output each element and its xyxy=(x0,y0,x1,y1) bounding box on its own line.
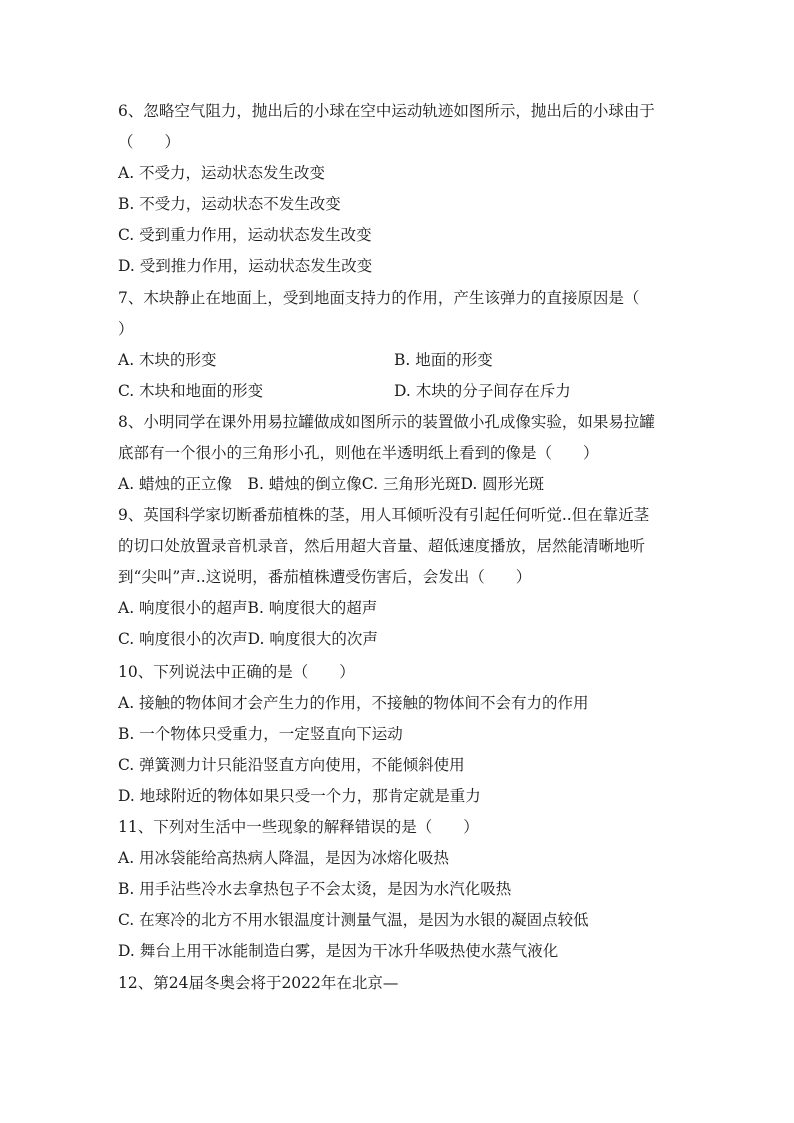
question-stem-line: 8、小明同学在课外用易拉罐做成如图所示的装置做小孔成像实验，如果易拉罐 xyxy=(118,413,655,431)
option-d: D. 地球附近的物体如果只受一个力，那肯定就是重力 xyxy=(118,787,481,805)
options-line: A. 蜡烛的正立像 B. 蜡烛的倒立像C. 三角形光斑D. 圆形光斑 xyxy=(118,475,545,493)
option-c: C. 木块和地面的形变 xyxy=(118,382,264,400)
option-a: A. 用冰袋能给高热病人降温，是因为冰熔化吸热 xyxy=(118,849,450,867)
question-8 xyxy=(118,407,678,500)
question-stem-line: 7、木块静止在地面上，受到地面支持力的作用，产生该弹力的直接原因是（ xyxy=(118,289,640,307)
question-stem-line: 12、第24届冬奥会将于2022年在北京— xyxy=(118,974,399,992)
option-row xyxy=(118,376,678,407)
question-stem-line: 6、忽略空气阻力，抛出后的小球在空中运动轨迹如图所示，抛出后的小球由于 xyxy=(118,102,655,120)
option-b: B. 地面的形变 xyxy=(394,351,493,369)
answer-blank: （ ） xyxy=(118,133,181,151)
option-a: A. 不受力，运动状态发生改变 xyxy=(118,164,326,182)
option-b: B. 不受力，运动状态不发生改变 xyxy=(118,195,341,213)
option-a: A. 木块的形变 xyxy=(118,351,217,369)
option-b: B. 一个物体只受重力，一定竖直向下运动 xyxy=(118,725,403,743)
answer-blank: ） xyxy=(118,320,134,338)
option-d: D. 舞台上用干冰能制造白雾，是因为干冰升华吸热使水蒸气液化 xyxy=(118,942,559,960)
option-c: C. 弹簧测力计只能沿竖直方向使用，不能倾斜使用 xyxy=(118,756,465,774)
option-a: A. 接触的物体间才会产生力的作用，不接触的物体间不会有力的作用 xyxy=(118,694,589,712)
options-line: A. 响度很小的超声B. 响度很大的超声 xyxy=(118,599,378,617)
question-stem-line: 到“尖叫”声..这说明，番茄植株遭受伤害后，会发出（ ） xyxy=(118,568,532,586)
options-line: C. 响度很小的次声D. 响度很大的次声 xyxy=(118,630,378,648)
question-11 xyxy=(118,812,678,967)
option-row xyxy=(118,345,678,376)
question-stem-line: 9、英国科学家切断番茄植株的茎，用人耳倾听没有引起任何听觉..但在靠近茎 xyxy=(118,506,650,524)
question-10 xyxy=(118,657,678,812)
option-b: B. 用手沾些冷水去拿热包子不会太烫，是因为水汽化吸热 xyxy=(118,880,512,898)
question-6 xyxy=(118,96,678,282)
question-9 xyxy=(118,500,678,655)
option-d: D. 受到推力作用，运动状态发生改变 xyxy=(118,257,373,275)
question-12 xyxy=(118,968,678,999)
question-stem-line: 10、下列说法中正确的是（ ） xyxy=(118,663,355,681)
option-c: C. 在寒冷的北方不用水银温度计测量气温，是因为水银的凝固点较低 xyxy=(118,911,589,929)
question-stem-line: 11、下列对生活中一些现象的解释错误的是（ ） xyxy=(118,818,479,836)
question-7 xyxy=(118,283,678,407)
question-stem-line: 底部有一个很小的三角形小孔，则他在半透明纸上看到的像是（ ） xyxy=(118,444,599,462)
option-c: C. 受到重力作用，运动状态发生改变 xyxy=(118,226,372,244)
question-stem-line: 的切口处放置录音机录音，然后用超大音量、超低速度播放，居然能清晰地听 xyxy=(118,537,646,555)
option-d: D. 木块的分子间存在斥力 xyxy=(394,382,571,400)
